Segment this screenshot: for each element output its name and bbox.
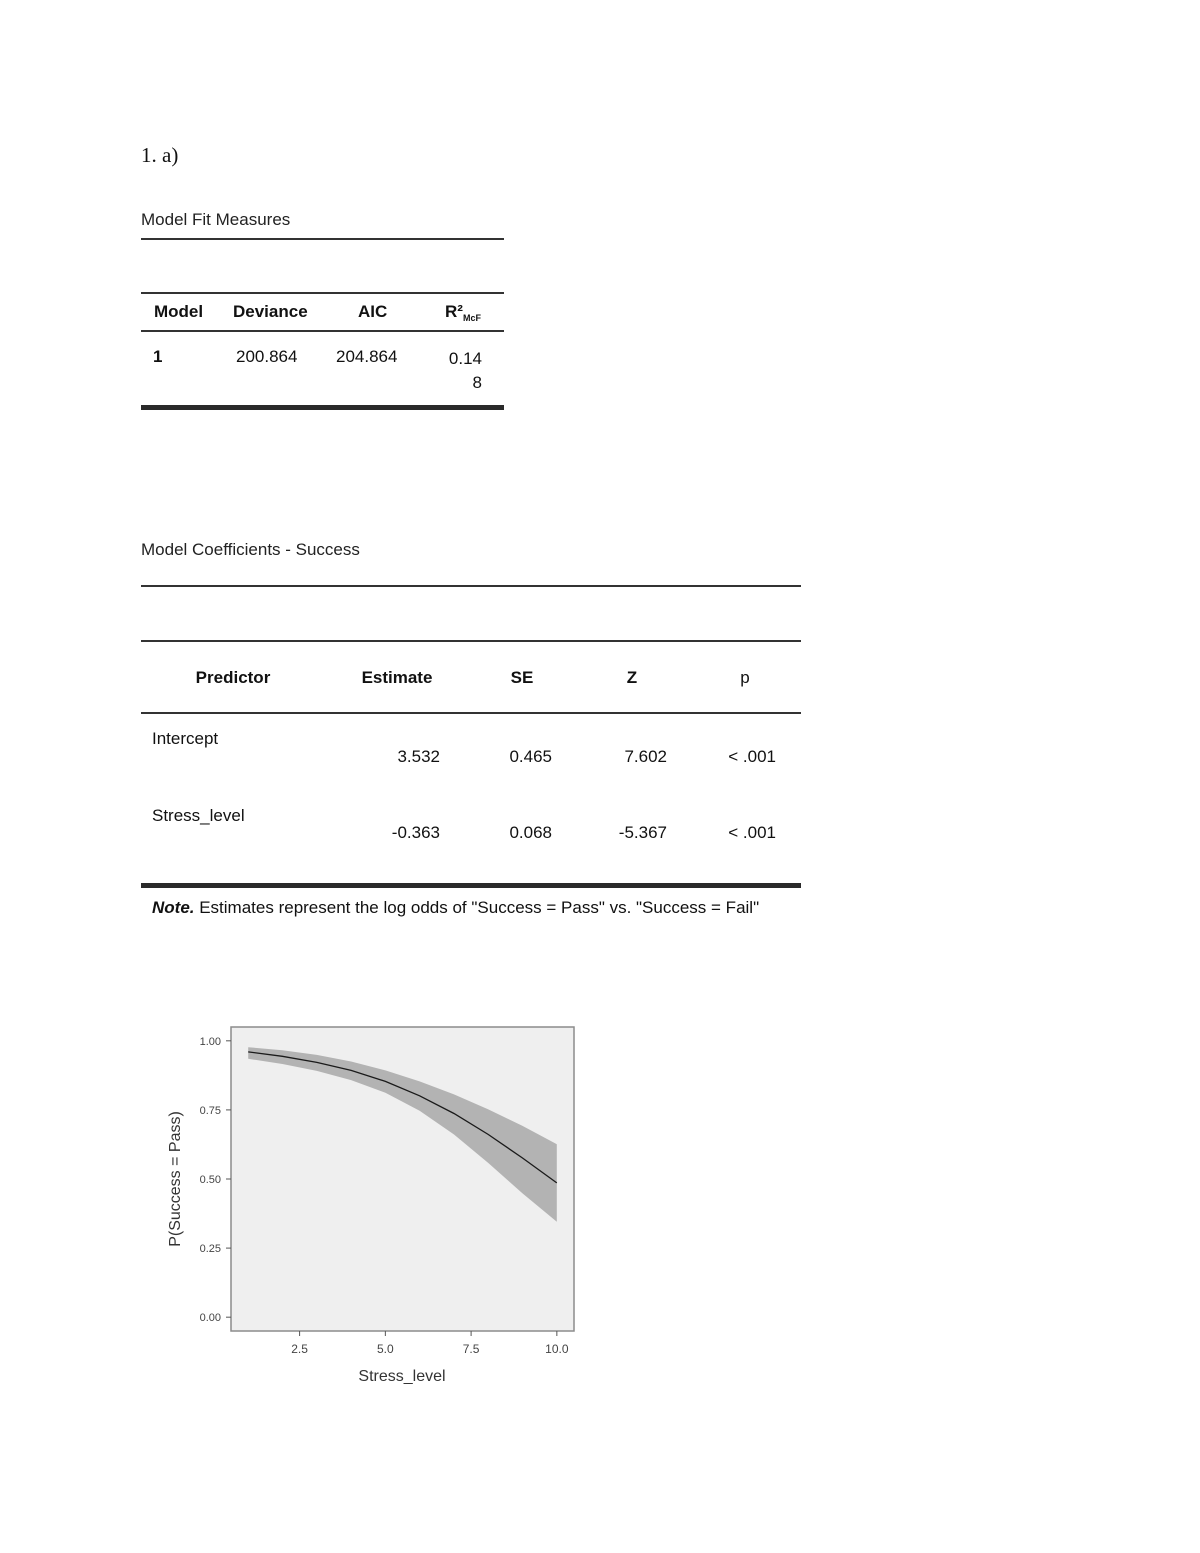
coef-table-caption: Model Coefficients - Success [141,540,360,559]
fit-cell-deviance: 200.864 [236,347,298,366]
note-label: Note. [152,898,195,917]
fit-header-r2: $R^2_{McF}$ [445,302,481,323]
question-label: 1. a) [141,143,179,167]
coef-row-stress-p: < .001 [728,823,776,842]
fit-header-r2-subscript: McF [462,313,481,323]
fit-table-caption: Model Fit Measures [141,210,291,229]
x-tick-label: 7.5 [462,1342,480,1356]
fit-header-model: Model [154,302,204,321]
fit-cell-aic: 204.864 [336,347,398,366]
x-tick-label: 5.0 [377,1342,394,1356]
coef-header-se: SE [510,668,534,687]
fit-cell-r2: 0.14 8 [448,349,482,392]
y-tick-label: 0.75 [199,1104,221,1117]
y-tick-label: 1.00 [199,1035,221,1048]
coef-row-stress-estimate: -0.363 [391,823,440,842]
coef-header-predictor: Predictor [195,668,271,687]
coef-row-stress-se: 0.068 [509,823,552,842]
coef-row-intercept-p: < .001 [728,747,776,766]
coef-header-estimate: Estimate [361,668,433,687]
coef-row-stress-predictor: Stress_level [152,806,245,825]
y-axis-ticks [200,1036,231,1324]
coef-row-intercept-z: 7.602 [624,747,667,766]
y-axis-title: P(Success = Pass) [167,1111,184,1247]
coef-row-intercept-predictor: Intercept [152,729,219,748]
y-tick-label: 0.00 [199,1312,221,1325]
x-tick-label: 10.0 [545,1342,569,1356]
x-axis-title: Stress_level [358,1368,446,1385]
x-axis-ticks [291,1331,569,1356]
fit-header-deviance: Deviance [233,302,308,321]
note-text: Estimates represent the log odds of "Success = Pass" vs. "Success = Fail" [194,898,760,917]
coef-row-intercept-se: 0.465 [509,747,552,766]
fit-header-aic: AIC [358,302,388,321]
coef-header-p: p [740,668,750,687]
coef-row-stress-z: -5.367 [618,823,667,842]
coef-header-z: Z [626,668,638,687]
y-tick-label: 0.25 [199,1243,221,1256]
fit-cell-model: 1 [153,347,163,366]
x-tick-label: 2.5 [291,1342,308,1356]
y-tick-label: 0.50 [199,1174,221,1186]
coef-row-intercept-estimate: 3.532 [397,747,440,766]
